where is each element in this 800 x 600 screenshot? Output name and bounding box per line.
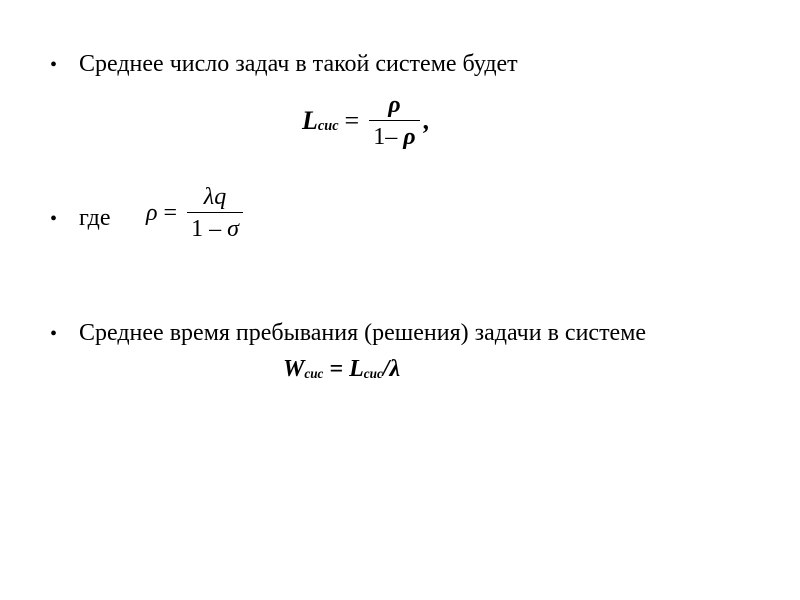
- numerator-q: q: [214, 184, 227, 210]
- formula-rho-definition: [146, 184, 247, 243]
- formula-lhs-symbol: ρ: [146, 199, 158, 226]
- bullet-text: где: [79, 205, 111, 231]
- bullet-text: Среднее число задач в такой системе будет: [79, 51, 518, 77]
- numerator-lambda: λ: [203, 184, 215, 210]
- bullet-marker: •: [50, 323, 58, 345]
- formula-lhs-symbol: L: [302, 106, 318, 136]
- denominator-minus: –: [209, 216, 222, 243]
- denominator-var: σ: [227, 216, 239, 243]
- formula-fraction: [187, 184, 243, 243]
- formula-w-subscript: сис: [304, 366, 324, 382]
- fraction-bar: [369, 120, 419, 121]
- formula-equals: =: [344, 106, 360, 136]
- formula-fraction: [369, 92, 419, 151]
- formula-slash: /: [382, 356, 390, 382]
- formula-l-symbol: L: [349, 356, 364, 382]
- denominator-const: 1: [373, 124, 386, 151]
- fraction-bar: [187, 212, 243, 213]
- bullet-marker: •: [50, 54, 58, 76]
- fraction-denominator: [187, 216, 243, 242]
- formula-lambda: λ: [389, 356, 401, 382]
- fraction-denominator: [369, 124, 419, 150]
- bullet-text: Среднее время пребывания (решения) задачи в системе: [79, 320, 647, 346]
- fraction-numerator: ρ: [388, 92, 401, 118]
- formula-average-time: [283, 356, 400, 383]
- bullet-item-average-tasks: [50, 52, 518, 76]
- fraction-numerator: [200, 184, 230, 210]
- formula-equals: =: [163, 199, 178, 226]
- denominator-minus: –: [385, 124, 398, 151]
- bullet-marker: •: [50, 208, 58, 230]
- denominator-const: 1: [191, 216, 204, 243]
- bullet-item-where: [50, 206, 111, 230]
- formula-l-subscript: сис: [363, 366, 383, 382]
- denominator-var: ρ: [403, 124, 416, 151]
- bullet-item-average-time: [50, 321, 646, 345]
- formula-lhs-subscript: сис: [317, 117, 339, 134]
- formula-trailing-comma: ,: [423, 106, 431, 136]
- formula-w-symbol: W: [283, 356, 305, 382]
- formula-equals: =: [329, 356, 344, 382]
- formula-average-tasks: [302, 92, 430, 151]
